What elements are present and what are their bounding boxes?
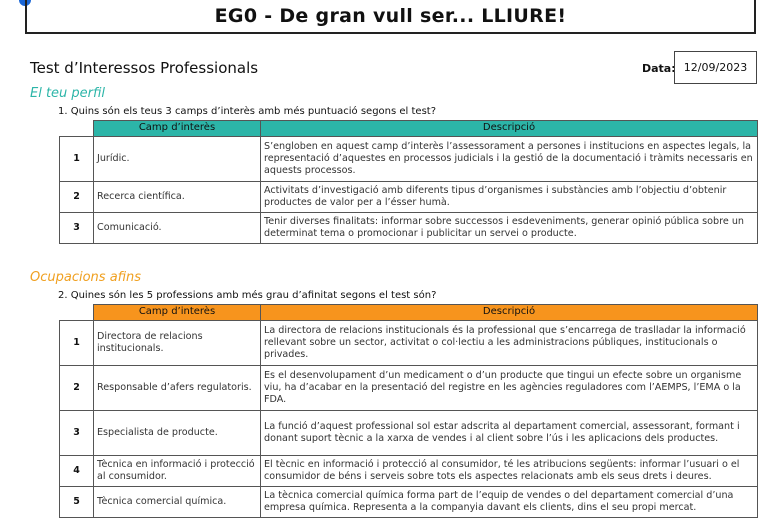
- row-number: 2: [60, 366, 94, 411]
- camp-cell: Directora de relacions institucionals.: [94, 321, 261, 366]
- row-number: 2: [60, 182, 94, 213]
- col-header-descripcio: Descripció: [261, 121, 758, 137]
- interest-fields-table: [59, 120, 758, 244]
- table-row: [60, 366, 758, 411]
- desc-cell: Es el desenvolupament d’un medicament o d’un producte que tingui un efecte sobre un organisme viu, ha d’acabar en la presentació del registre en les agències reguladores com l’AEMPS, l’EMA o la FDA.: [261, 366, 758, 411]
- desc-cell: El tècnic en informació i protecció al consumidor, té les atribucions següents: informar l’usuari o el consumidor de béns i serveis sobre tots els aspectes relacionats amb els seus drets i deures.: [261, 456, 758, 487]
- table-row: [60, 456, 758, 487]
- col-header-camp: Camp d’interès: [94, 305, 261, 321]
- row-number: 3: [60, 213, 94, 244]
- table-row: [60, 182, 758, 213]
- camp-cell: Jurídic.: [94, 137, 261, 182]
- row-number: 4: [60, 456, 94, 487]
- row-number: 3: [60, 411, 94, 456]
- section-title-perfil: El teu perfil: [30, 86, 106, 101]
- camp-cell: Tècnica en informació i protecció al consumidor.: [94, 456, 261, 487]
- row-number: 1: [60, 321, 94, 366]
- camp-cell: Comunicació.: [94, 213, 261, 244]
- table-row: [60, 321, 758, 366]
- test-title: Test d’Interessos Professionals: [30, 59, 259, 77]
- desc-cell: S’engloben en aquest camp d’interès l’assessorament a persones i institucions en aspectes legals, la representació d’aquestes en processos judicials i la gestió de la documentació i tràmits necessaris en aquests processos.: [261, 137, 758, 182]
- row-number: 1: [60, 137, 94, 182]
- camp-cell: Recerca científica.: [94, 182, 261, 213]
- table-row: [60, 411, 758, 456]
- camp-cell: Responsable d’afers regulatoris.: [94, 366, 261, 411]
- row-number: 5: [60, 487, 94, 518]
- col-header-camp: Camp d’interès: [94, 121, 261, 137]
- camp-cell: Especialista de producte.: [94, 411, 261, 456]
- desc-cell: Activitats d’investigació amb diferents tipus d’organismes i substàncies amb l’objectiu d’obtenir productes de valor per a l’ésser humà.: [261, 182, 758, 213]
- date-label: Data:: [642, 62, 676, 75]
- date-field[interactable]: [674, 51, 757, 84]
- table-row: [60, 213, 758, 244]
- question-2: 2. Quines són les 5 professions amb més grau d’afinitat segons el test són?: [58, 290, 437, 301]
- page-title-box: [25, 0, 756, 34]
- desc-cell: La tècnica comercial química forma part de l’equip de vendes o del departament comercial d’una empresa química. Representa a la companyia davant els clients, dins el seu propi mercat.: [261, 487, 758, 518]
- camp-cell: Tècnica comercial química.: [94, 487, 261, 518]
- desc-cell: La funció d’aquest professional sol estar adscrita al departament comercial, assessorant, formant i donant suport tècnic a la xarxa de vendes i al client sobre l’ús i les aplicacions dels productes.: [261, 411, 758, 456]
- table-row: [60, 137, 758, 182]
- table-row: [60, 487, 758, 518]
- section-title-ocupacions: Ocupacions afins: [30, 270, 142, 285]
- page-title: EG0 - De gran vull ser... LLIURE!: [214, 5, 567, 27]
- col-header-descripcio: Descripció: [261, 305, 758, 321]
- question-1: 1. Quins són els teus 3 camps d’interès amb més puntuació segons el test?: [58, 106, 437, 117]
- date-value: 12/09/2023: [683, 61, 748, 74]
- desc-cell: Tenir diverses finalitats: informar sobre successos i esdeveniments, generar opinió pública sobre un determinat tema o promocionar i publicitar un servei o producte.: [261, 213, 758, 244]
- occupations-table: [59, 304, 758, 518]
- desc-cell: La directora de relacions institucionals és la professional que s’encarrega de traslladar la informació rellevant sobre un sector, activitat o col·lectiu a les administracions públiques, institucionals o privades.: [261, 321, 758, 366]
